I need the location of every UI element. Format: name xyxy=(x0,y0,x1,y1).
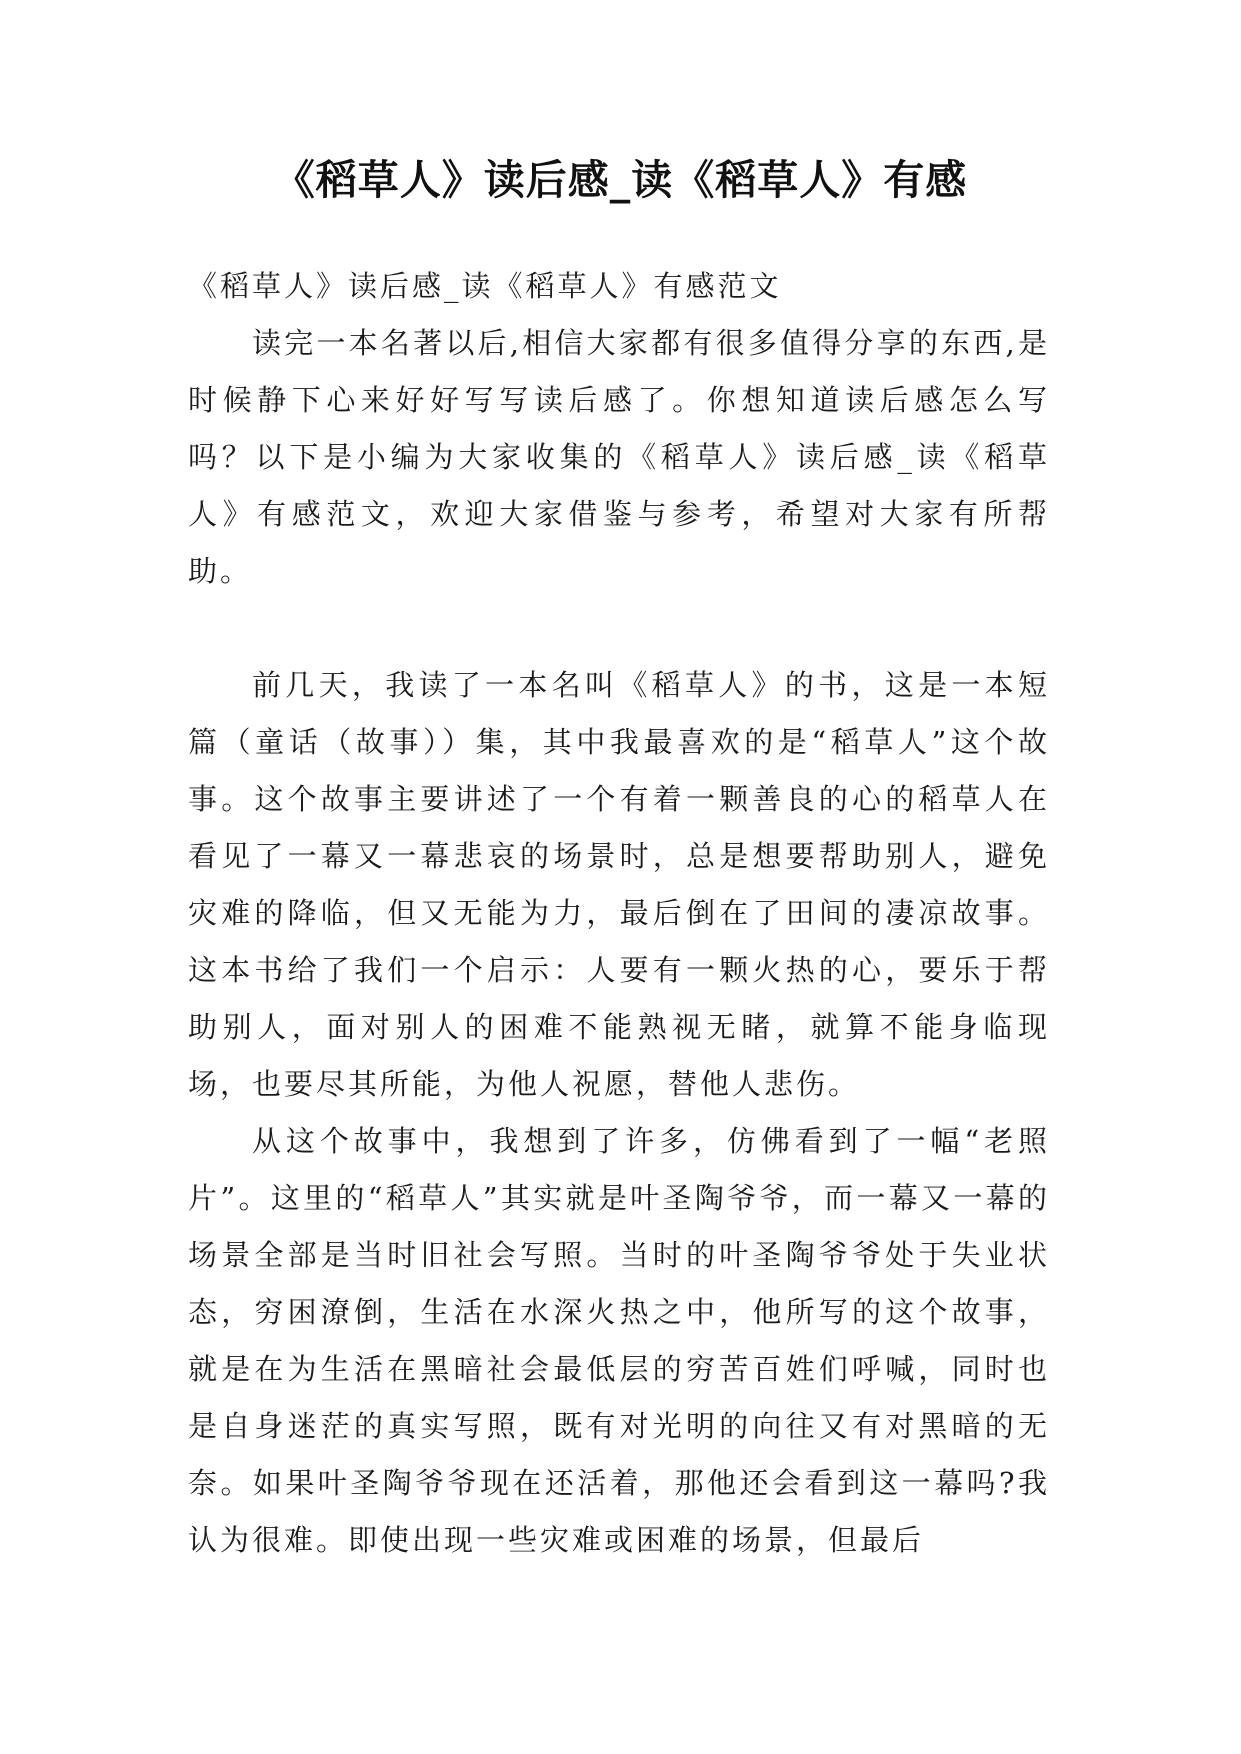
body-paragraph: 前几天，我读了一本名叫《稻草人》的书，这是一本短篇（童话（故事））集，其中我最喜欢的是“稻草人”这个故事。这个故事主要讲述了一个有着一颗善良的心的稻草人在看见了一幕又一幕悲哀的场景时，总是想要帮助别人，避免灾难的降临，但又无能为力，最后倒在了田间的凄凉故事。这本书给了我们一个启示：人要有一颗火热的心，要乐于帮助别人，面对别人的困难不能熟视无睹，就算不能身临现场，也要尽其所能，为他人祝愿，替他人悲伤。 xyxy=(188,668,1050,1101)
body-paragraph: 从这个故事中，我想到了许多，仿佛看到了一幅“老照片”。这里的“稻草人”其实就是叶圣陶爷爷，而一幕又一幕的场景全部是当时旧社会写照。当时的叶圣陶爷爷处于失业状态，穷困潦倒，生活在水深火热之中，他所写的这个故事，就是在为生活在黑暗社会最低层的穷苦百姓们呼喊，同时也是自身迷茫的真实写照，既有对光明的向往又有对黑暗的无奈。如果叶圣陶爷爷现在还活着，那他还会看到这一幕吗?我认为很难。即使出现一些灾难或困难的场景，但最后 xyxy=(188,1124,1050,1557)
document-body xyxy=(188,258,1050,1569)
document-subtitle: 《稻草人》读后感_读《稻草人》有感范文 xyxy=(188,269,782,303)
document-title: 《稻草人》读后感_读《稻草人》有感 xyxy=(273,156,968,204)
paragraph-gap xyxy=(188,600,1050,657)
intro-paragraph: 读完一本名著以后,相信大家都有很多值得分享的东西,是时候静下心来好好写写读后感了。你想知道读后感怎么写吗？以下是小编为大家收集的《稻草人》读后感_读《稻草人》有感范文，欢迎大家借鉴与参考，希望对大家有所帮助。 xyxy=(188,326,1050,588)
